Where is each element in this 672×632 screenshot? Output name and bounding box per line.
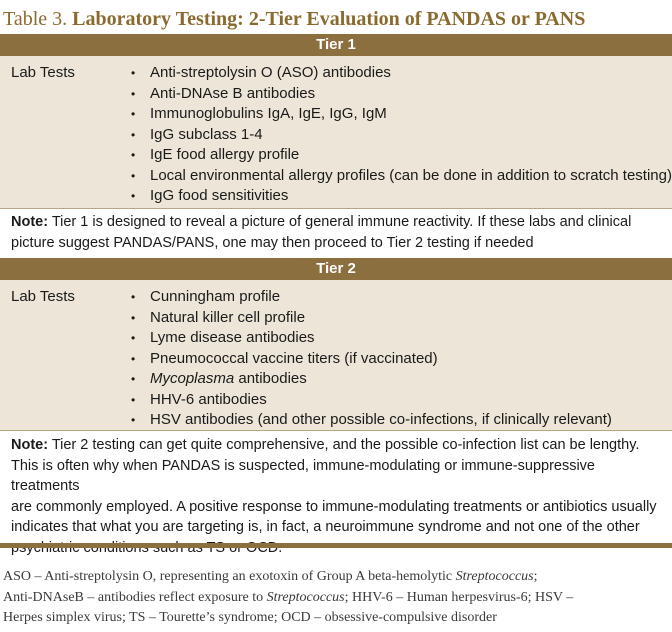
tier2-lab-tests-label: Lab Tests: [11, 288, 75, 305]
footnote-line: ASO – Anti-streptolysin O, representing an exotoxin of Group A beta-hemolytic Streptococcus;: [3, 569, 538, 584]
list-item: • IgG subclass 1-4: [129, 125, 672, 146]
list-item: • Anti-DNAse B antibodies: [129, 84, 672, 105]
bullet-icon: •: [131, 331, 136, 345]
abbreviations-footnote: [3, 567, 671, 629]
footnote-line: Herpes simplex virus; TS – Tourette’s syndrome; OCD – obsessive-compulsive disorder: [3, 610, 497, 625]
bullet-icon: •: [131, 107, 136, 121]
tier2-lab-tests-row: [0, 280, 672, 430]
list-item: • HHV-6 antibodies: [129, 390, 612, 411]
note-label: Note:: [11, 214, 49, 230]
list-item: • Local environmental allergy profiles (can be done in addition to scratch testing): [129, 166, 672, 187]
list-item: • Cunningham profile: [129, 287, 612, 308]
divider: [0, 208, 672, 209]
tier1-note: Note: Tier 1 is designed to reveal a picture of general immune reactivity. If these labs and clinical picture suggest PANDAS/PANS, one may then proceed to Tier 2 testing if needed: [11, 214, 632, 251]
bullet-icon: •: [131, 66, 136, 80]
tier2-note: Note: Tier 2 testing can get quite comprehensive, and the possible co-infection list can be lengthy. This is often why when PANDAS is suspected, immune-modulating or immune-suppressive treatments are commonly employed. A positive response to immune-modulating treatments or antibiotics usually indicates that what you are targeting is, in fact, a neuroimmune syndrome and not one of the other: [11, 437, 657, 535]
bullet-icon: •: [131, 351, 136, 366]
table-name: Laboratory Testing: 2-Tier Evaluation of PANDAS or PANS: [72, 8, 586, 30]
tier1-lab-tests-row: [0, 56, 672, 208]
list-item: • IgE food allergy profile: [129, 145, 672, 166]
tier1-header: Tier 1: [0, 34, 672, 56]
bullet-icon: •: [131, 392, 136, 407]
list-item: • Immunoglobulins IgA, IgE, IgG, IgM: [129, 104, 672, 125]
bullet-icon: •: [131, 148, 136, 162]
table-number: Table 3.: [3, 8, 68, 30]
bullet-icon: •: [131, 290, 136, 304]
bullet-icon: •: [131, 127, 136, 142]
list-item: • Mycoplasma antibodies: [129, 369, 612, 390]
tier1-lab-tests-list: [129, 63, 672, 207]
tier1-lab-tests-label: Lab Tests: [11, 64, 75, 81]
list-item: • IgG food sensitivities: [129, 186, 672, 207]
list-item: • Pneumococcal vaccine titers (if vaccinated): [129, 349, 612, 370]
tier2-lab-tests-list: [129, 287, 612, 431]
list-item: • Natural killer cell profile: [129, 308, 612, 329]
divider: [0, 430, 672, 431]
bullet-icon: •: [131, 413, 136, 427]
bullet-icon: •: [131, 168, 136, 183]
table-bottom-rule: [0, 543, 672, 548]
list-item: • Lyme disease antibodies: [129, 328, 612, 349]
note-label: Note:: [11, 437, 49, 453]
footnote-line: Anti-DNAseB – antibodies reflect exposure to Streptococcus; HHV-6 – Human herpesvirus-6; HSV –: [3, 589, 574, 605]
bullet-icon: •: [131, 372, 136, 386]
bullet-icon: •: [131, 189, 136, 203]
table-title: [3, 6, 671, 32]
list-item: • Anti-streptolysin O (ASO) antibodies: [129, 63, 672, 84]
bullet-icon: •: [131, 310, 136, 325]
list-item: • HSV antibodies (and other possible co-infections, if clinically relevant): [129, 410, 612, 431]
bullet-icon: •: [131, 86, 136, 101]
tier2-header: Tier 2: [0, 258, 672, 280]
